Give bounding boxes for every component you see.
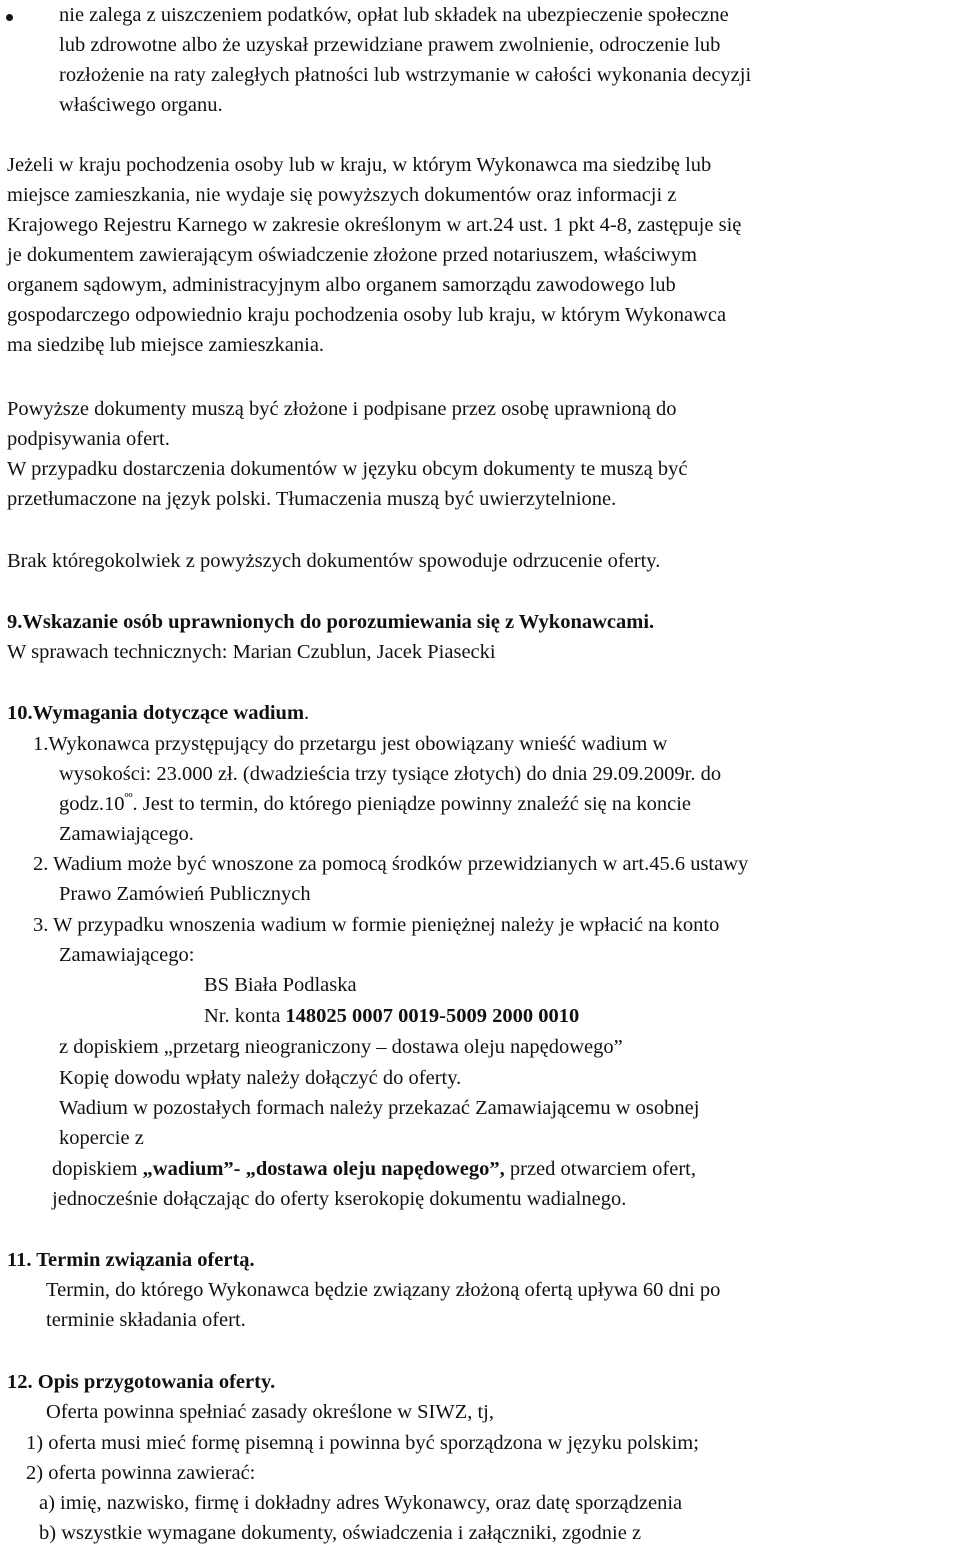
section-heading [7, 1367, 275, 1397]
heading-text: 11. Termin związania ofertą. [7, 1249, 255, 1271]
text-line: organem sądowym, administracyjnym albo organem samorządu zawodowego lub [7, 274, 676, 296]
text-line [59, 789, 691, 819]
text-line: Powyższe dokumenty muszą być złożone i podpisane przez osobę uprawnioną do [7, 398, 677, 420]
text-line: Krajowego Rejestru Karnego w zakresie określonym w art.24 ust. 1 pkt 4-8, zastępuje się [7, 214, 742, 236]
text-line: z dopiskiem „przetarg nieograniczony – dostawa oleju napędowego” [59, 1036, 623, 1058]
text-line: właściwego organu. [59, 94, 223, 116]
section-heading [7, 607, 654, 637]
text-line: Zamawiającego. [59, 823, 194, 845]
other-suffix: przed otwarciem ofert, [504, 1158, 696, 1180]
list-item: 2) oferta powinna zawierać: [26, 1462, 256, 1484]
account-number: 148025 0007 0019-5009 2000 0010 [285, 1005, 580, 1027]
text-line: je dokumentem zawierającym oświadczenie złożone przed notariuszem, właściwym [7, 244, 697, 266]
text-line: gospodarczego odpowiednio kraju pochodzenia osoby lub kraju, w którym Wykonawca [7, 304, 727, 326]
list-item: a) imię, nazwisko, firmę i dokładny adres Wykonawcy, oraz datę sporządzenia [39, 1492, 683, 1514]
heading-tail: . [304, 702, 310, 724]
other-bold: „wadium”- „dostawa oleju napędowego”, [142, 1158, 505, 1180]
text-line: Termin, do którego Wykonawca będzie związany złożoną ofertą upływa 60 dni po [46, 1279, 721, 1301]
text-line: rozłożenie na raty zaległych płatności lub wstrzymanie w całości wykonania decyzji [59, 64, 752, 86]
heading-text: 12. Opis przygotowania oferty. [7, 1371, 276, 1393]
heading-text: 10.Wymagania dotyczące wadium [7, 702, 305, 724]
text-line: wysokości: 23.000 zł. (dwadzieścia trzy tysiące złotych) do dnia 29.09.2009r. do [59, 763, 722, 785]
hour-superscript: ºº [124, 790, 133, 806]
text-line: Brak któregokolwiek z powyższych dokumentów spowoduje odrzucenie oferty. [7, 550, 661, 572]
text-line: nie zalega z uiszczeniem podatków, opłat lub składek na ubezpieczenie społeczne [59, 4, 729, 26]
text-line: jednocześnie dołączając do oferty kserokopię dokumentu wadialnego. [52, 1188, 627, 1210]
text-line: Zamawiającego: [59, 944, 195, 966]
text-line: lub zdrowotne albo że uzyskał przewidziane prawem zwolnienie, odroczenie lub [59, 34, 721, 56]
text-line: Prawo Zamówień Publicznych [59, 883, 311, 905]
bank-name: BS Biała Podlaska [204, 974, 357, 996]
bullet-icon [6, 14, 13, 21]
list-item: b) wszystkie wymagane dokumenty, oświadczenia i załączniki, zgodnie z [39, 1522, 642, 1544]
text-line: Oferta powinna spełniać zasady określone w SIWZ, tj, [46, 1401, 495, 1423]
text-line [52, 1154, 696, 1184]
text-line: ma siedzibę lub miejsce zamieszkania. [7, 334, 325, 356]
text-line: Kopię dowodu wpłaty należy dołączyć do oferty. [59, 1067, 462, 1089]
heading-text: 9.Wskazanie osób uprawnionych do porozumiewania się z Wykonawcami. [7, 611, 655, 633]
hour-suffix: . Jest to termin, do którego pieniądze powinny znaleźć się na koncie [132, 793, 691, 815]
text-line: W przypadku dostarczenia dokumentów w języku obcym dokumenty te muszą być [7, 458, 688, 480]
other-prefix: dopiskiem [52, 1158, 143, 1180]
text-line: Jeżeli w kraju pochodzenia osoby lub w kraju, w którym Wykonawca ma siedzibę lub [7, 154, 712, 176]
text-line: miejsce zamieszkania, nie wydaje się powyższych dokumentów oraz informacji z [7, 184, 677, 206]
text-line: Wadium w pozostałych formach należy przekazać Zamawiającemu w osobnej [59, 1097, 700, 1119]
text-line: 3. W przypadku wnoszenia wadium w formie pieniężnej należy je wpłacić na konto [33, 914, 720, 936]
account-label: Nr. konta [204, 1005, 286, 1027]
text-line: W sprawach technicznych: Marian Czublun, Jacek Piasecki [7, 641, 496, 663]
section-heading [7, 698, 309, 728]
text-line: terminie składania ofert. [46, 1309, 246, 1331]
hour-prefix: godz.10 [59, 793, 125, 815]
section-heading [7, 1245, 255, 1275]
text-line: kopercie z [59, 1127, 144, 1149]
text-line: podpisywania ofert. [7, 428, 170, 450]
account-line [204, 1001, 579, 1031]
text-line: 2. Wadium może być wnoszone za pomocą środków przewidzianych w art.45.6 ustawy [33, 853, 749, 875]
text-line: 1.Wykonawca przystępujący do przetargu jest obowiązany wnieść wadium w [33, 733, 668, 755]
text-line: przetłumaczone na język polski. Tłumaczenia muszą być uwierzytelnione. [7, 488, 617, 510]
list-item: 1) oferta musi mieć formę pisemną i powinna być sporządzona w języku polskim; [26, 1432, 699, 1454]
